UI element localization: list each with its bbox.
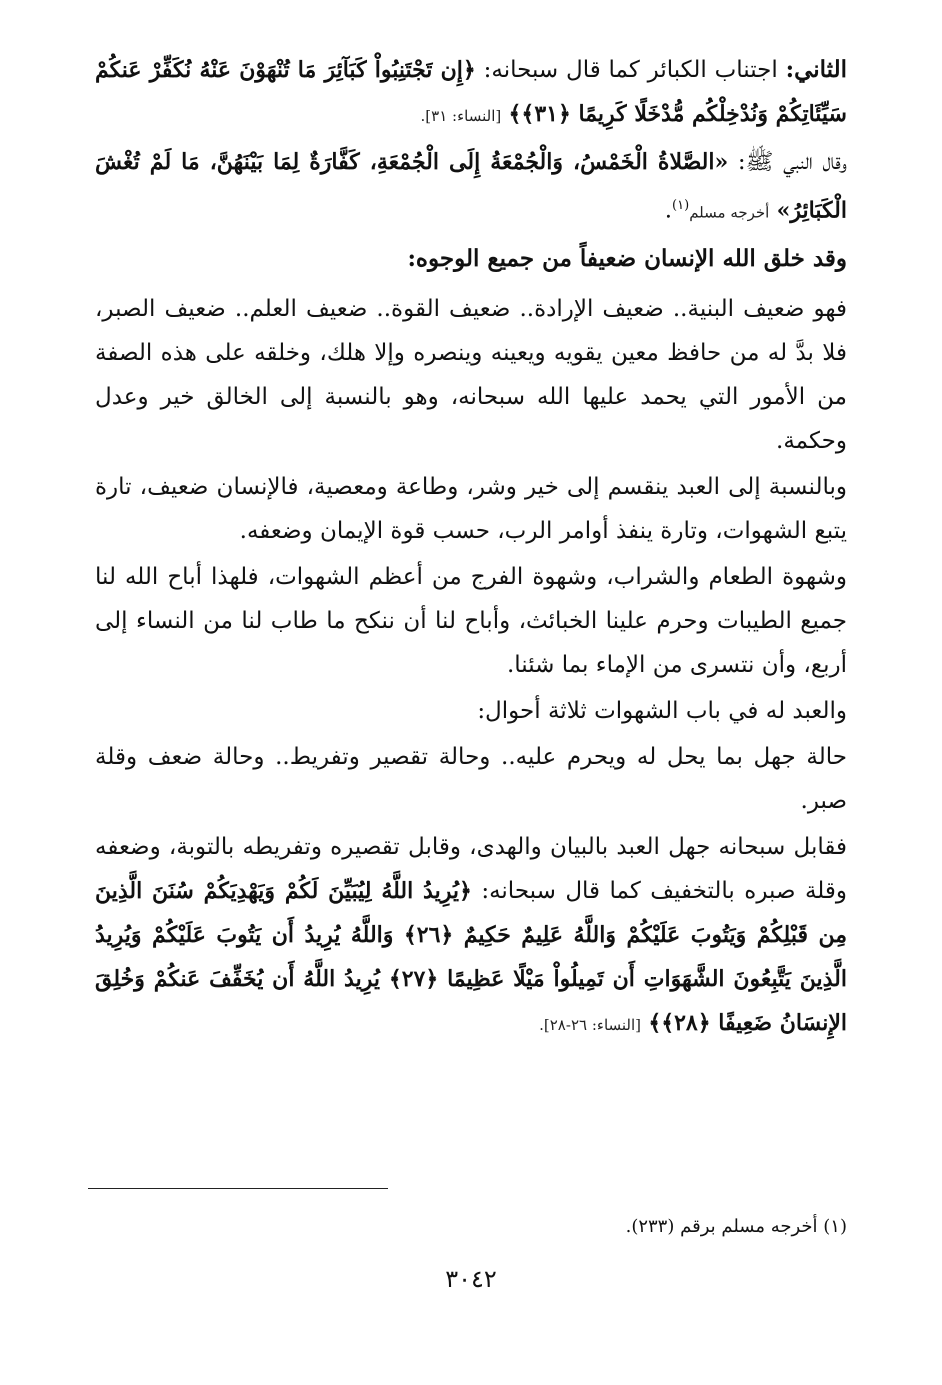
paragraph-body: وشهوة الطعام والشراب، وشهوة الفرج من أعظم الشهوات، فلهذا أباح الله لنا جميع الطيبات وحرم علينا الخبائث، وأباح لنا أن ننكح ما طاب لنا من النساء إلى أربع، وأن نتسرى من الإماء بما شئنا. bbox=[95, 563, 847, 678]
paragraph-body: وبالنسبة إلى العبد ينقسم إلى خير وشر، وطاعة ومعصية، فالإنسان ضعيف، تارة يتبع الشهوات، وتارة ينفذ أوامر الرب، حسب قوة الإيمان وضعفه. bbox=[95, 473, 847, 544]
quran-verse: ﴿يُرِيدُ اللَّهُ لِيُبَيِّنَ لَكُمْ وَيَهْدِيَكُمْ سُنَنَ الَّذِينَ مِن قَبْلِكُمْ وَيَتُوبَ عَلَيْكُمْ وَاللَّهُ عَلِيمٌ حَكِيمٌ ﴿٢٦﴾ وَاللَّهُ يُرِيدُ أَن يَتُوبَ عَلَيْكُمْ وَيُرِيدُ الَّذِينَ يَتَّبِعُونَ الشَّهَوَاتِ أَن تَمِيلُواْ مَيْلًا عَظِيمًا ﴿٢٧﴾ يُرِيدُ اللَّهُ أَن يُخَفِّفَ عَنكُمْ وَخُلِقَ الإِنسَانُ ضَعِيفًا ﴿٢٨﴾﴾ bbox=[95, 877, 847, 1036]
sentence-end: . bbox=[664, 197, 673, 224]
verse-reference: [النساء: ٢٦-٢٨]. bbox=[539, 1015, 642, 1034]
page-number: ٣٠٤٢ bbox=[445, 1265, 497, 1293]
paragraph-hadith bbox=[95, 140, 847, 235]
paragraph-body: والعبد له في باب الشهوات ثلاثة أحوال: bbox=[477, 697, 847, 724]
section-heading: وقد خلق الله الإنسان ضعيفاً من جميع الوجوه: bbox=[407, 244, 847, 272]
paragraph-body: فهو ضعيف البنية.. ضعيف الإرادة.. ضعيف القوة.. ضعيف العلم.. ضعيف الصبر، فلا بدَّ له من حافظ معين يقويه ويعينه وينصره وإلا هلك، وخلقه على هذه الصفة من الأمور التي يحمد عليها الله سبحانه، وهو بالنسبة إلى الخالق خير وعدل وحكمة. bbox=[95, 295, 847, 454]
paragraph-final bbox=[95, 825, 847, 1047]
footnote-divider bbox=[88, 1188, 388, 1189]
hadith-text: «الصَّلاةُ الْخَمْسُ، وَالْجُمْعَةُ إِلَى الْجُمْعَةِ، كَفَّارَةٌ لِمَا بَيْنَهُنَّ، مَا لَمْ تُغْشَ الْكَبَائِرُ» bbox=[95, 149, 847, 224]
verse-reference: [النساء: ٣١]. bbox=[420, 107, 502, 125]
point-label: الثاني: bbox=[785, 56, 848, 83]
paragraph-text: فقابل سبحانه جهل العبد بالبيان والهدى، وقابل تقصيره وتفريطه بالتوبة، وضعفه وقلة صبره بالتخفيف كما قال سبحانه: bbox=[95, 833, 848, 904]
footnote: (١) أخرجه مسلم برقم (٢٣٣). bbox=[625, 1216, 847, 1237]
main-text bbox=[95, 48, 847, 1049]
paragraph-second-point bbox=[95, 48, 847, 138]
paragraph-text: اجتناب الكبائر كما قال سبحانه: bbox=[483, 57, 778, 83]
hadith-source: أخرجه مسلم bbox=[689, 203, 770, 222]
paragraph-text: وقال النبي ﷺ: bbox=[737, 149, 847, 175]
paragraph-body: حالة جهل بما يحل له ويحرم عليه.. وحالة تقصير وتفريط.. وحالة ضعف وقلة صبر. bbox=[95, 743, 847, 814]
quran-verse: ﴿إِن تَجْتَنِبُواْ كَبَآئِرَ مَا تُنْهَوْنَ عَنْهُ نُكَفِّرْ عَنكُمْ سَيِّئَاتِكُمْ وَنُدْخِلْكُم مُّدْخَلًا كَرِيمًا ﴿٣١﴾﴾ bbox=[95, 57, 847, 127]
footnote-mark: (١) bbox=[672, 198, 690, 213]
